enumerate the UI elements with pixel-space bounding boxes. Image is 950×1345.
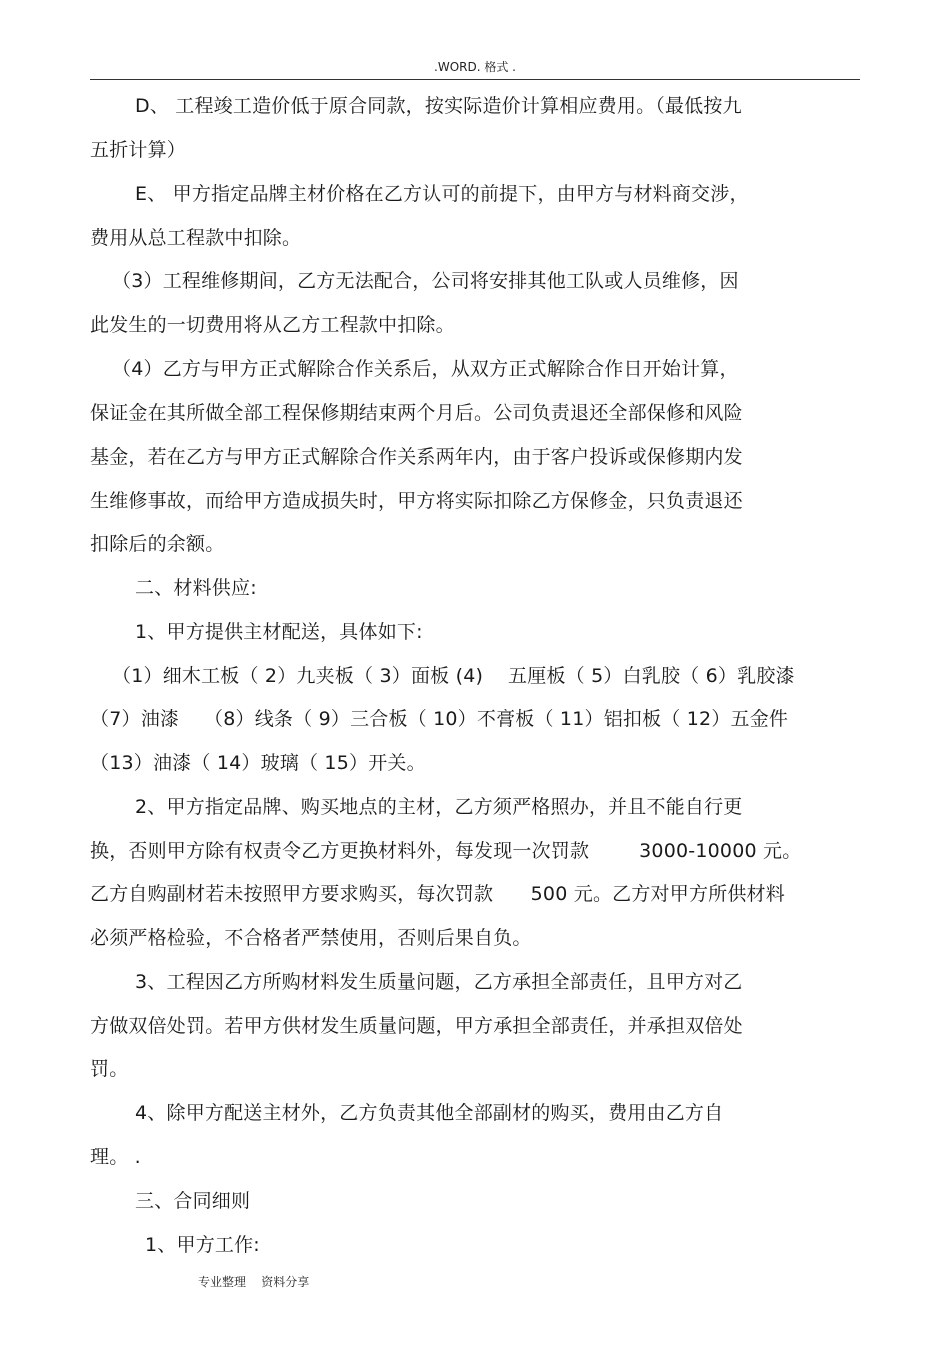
- text-line: （13）油漆（ 14）玻璃（ 15）开关。: [90, 752, 426, 774]
- text-line: 费用从总工程款中扣除。: [90, 227, 302, 249]
- section-heading: 三、合同细则: [135, 1190, 251, 1212]
- page-footer: 专业整理 资料分享: [198, 1275, 310, 1289]
- text-line: 五折计算）: [90, 139, 187, 161]
- text-line: 理。 .: [90, 1146, 141, 1168]
- text-line: 方做双倍处罚。若甲方供材发生质量问题，甲方承担全部责任，并承担双倍处: [90, 1015, 743, 1037]
- text-line: 罚。: [90, 1058, 129, 1080]
- page-header: .WORD. 格式 .: [434, 60, 516, 74]
- text-line: 扣除后的余额。: [90, 533, 225, 555]
- text-line: 换，否则甲方除有权责令乙方更换材料外，每发现一次罚款 3000-10000 元。: [90, 840, 802, 862]
- text-line: 生维修事故，而给甲方造成损失时，甲方将实际扣除乙方保修金，只负责退还: [90, 490, 743, 512]
- text-line: 此发生的一切费用将从乙方工程款中扣除。: [90, 314, 455, 336]
- text-line: 4、除甲方配送主材外，乙方负责其他全部副材的购买，费用由乙方自: [135, 1102, 724, 1124]
- text-line: 基金，若在乙方与甲方正式解除合作关系两年内，由于客户投诉或保修期内发: [90, 446, 743, 468]
- text-line: 1、甲方工作:: [145, 1234, 260, 1256]
- text-line: D、 工程竣工造价低于原合同款，按实际造价计算相应费用。（最低按九: [135, 95, 742, 117]
- text-line: 乙方自购副材若未按照甲方要求购买，每次罚款 500 元。乙方对甲方所供材料: [90, 883, 785, 905]
- text-line: 2、甲方指定品牌、购买地点的主材，乙方须严格照办，并且不能自行更: [135, 796, 743, 818]
- text-line: 1、甲方提供主材配送，具体如下:: [135, 621, 423, 643]
- text-line: （4）乙方与甲方正式解除合作关系后，从双方正式解除合作日开始计算，: [112, 358, 739, 380]
- header-divider: [90, 79, 860, 80]
- text-line: E、 甲方指定品牌主材价格在乙方认可的前提下，由甲方与材料商交涉，: [135, 183, 749, 205]
- text-line: （3）工程维修期间，乙方无法配合，公司将安排其他工队或人员维修，因: [112, 270, 739, 292]
- text-line: 必须严格检验，不合格者严禁使用，否则后果自负。: [90, 927, 532, 949]
- text-line: 3、工程因乙方所购材料发生质量问题，乙方承担全部责任，且甲方对乙: [135, 971, 743, 993]
- text-line: 保证金在其所做全部工程保修期结束两个月后。公司负责退还全部保修和风险: [90, 402, 743, 424]
- text-line: （7）油漆 （8）线条（ 9）三合板（ 10）不膏板（ 11）铝扣板（ 12）五金件: [90, 708, 789, 730]
- text-line: （1）细木工板（ 2）九夹板（ 3）面板 (4) 五厘板（ 5）白乳胶（ 6）乳胶漆: [112, 665, 795, 687]
- section-heading: 二、材料供应:: [135, 577, 257, 599]
